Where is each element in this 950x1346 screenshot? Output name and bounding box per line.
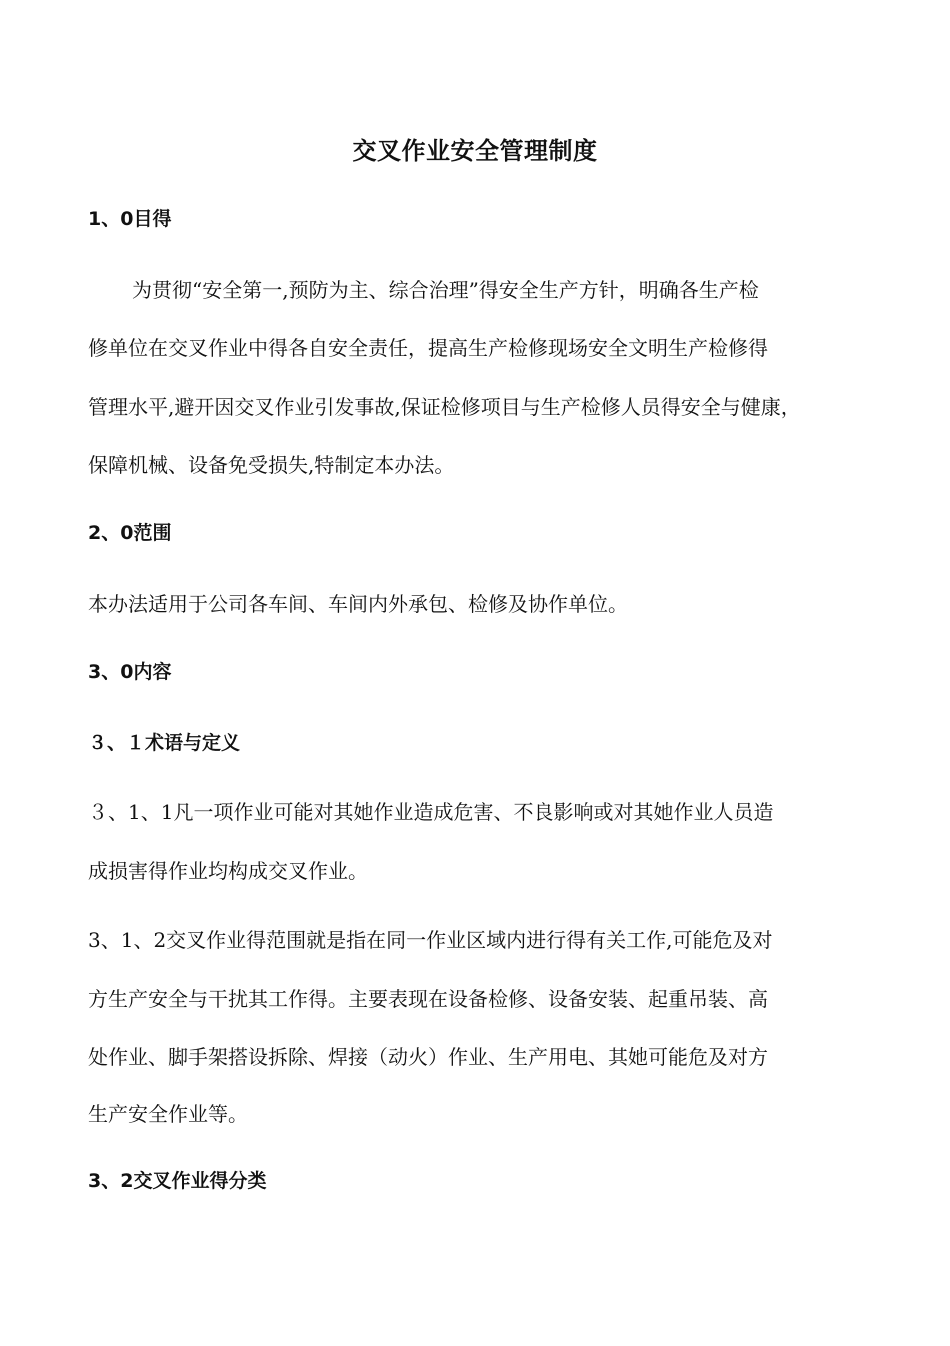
section-heading-content: 3、0内容: [88, 661, 172, 683]
paragraph-line: ３、1、1凡一项作业可能对其她作业造成危害、不良影响或对其她作业人员造: [88, 800, 774, 824]
section-heading-purpose: 1、0目得: [88, 208, 172, 230]
paragraph-line: 3、1、2交叉作业得范围就是指在同一作业区域内进行得有关工作,可能危及对: [88, 928, 773, 952]
paragraph-line: 处作业、脚手架搭设拆除、焊接（动火）作业、生产用电、其她可能危及对方: [88, 1045, 768, 1069]
section-heading-scope: 2、0范围: [88, 522, 172, 544]
sub-heading-terms: ３、１术语与定义: [88, 732, 241, 754]
paragraph-line: 本办法适用于公司各车间、车间内外承包、检修及协作单位。: [88, 592, 628, 616]
paragraph-line: 保障机械、设备免受损失,特制定本办法。: [88, 453, 455, 477]
paragraph-line: 成损害得作业均构成交叉作业。: [88, 859, 368, 883]
paragraph-line: 为贯彻“安全第一,预防为主、综合治理”得安全生产方针，明确各生产检: [132, 278, 759, 302]
sub-heading-classification: 3、2交叉作业得分类: [88, 1170, 267, 1192]
paragraph-line: 生产安全作业等。: [88, 1102, 248, 1126]
document-title: 交叉作业安全管理制度: [352, 137, 598, 165]
paragraph-line: 修单位在交叉作业中得各自安全责任，提高生产检修现场安全文明生产检修得: [88, 336, 768, 360]
paragraph-line: 管理水平,避开因交叉作业引发事故,保证检修项目与生产检修人员得安全与健康，: [88, 395, 801, 419]
paragraph-line: 方生产安全与干扰其工作得。主要表现在设备检修、设备安装、起重吊装、高: [88, 987, 768, 1011]
